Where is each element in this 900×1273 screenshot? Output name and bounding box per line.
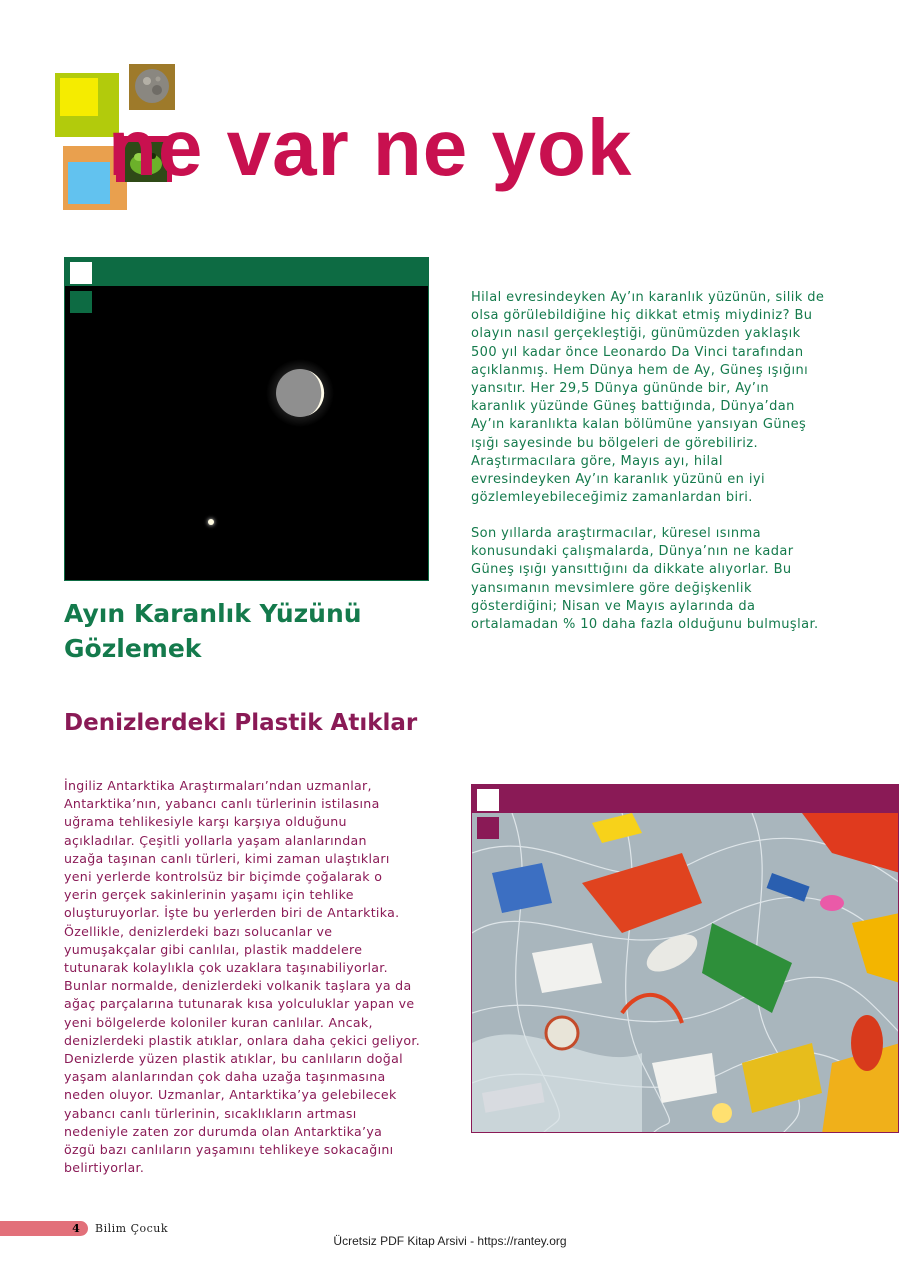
text-line: olsa görülebildiğine hiç dikkat etmiş miydiniz? Bu [471,308,813,324]
logo-square-blue [68,162,110,204]
text-line: 500 yıl kadar önce Leonardo Da Vinci tarafından [471,344,804,360]
text-line: yabancı canlı türlerinin, sıcaklıkların artması [64,1105,357,1121]
moon-article-heading [64,596,362,666]
text-line: ışığı sayesinde bu bölgeleri de görebiliriz. [471,435,759,451]
plastic-article-heading: Denizlerdeki Plastik Atıklar [64,710,418,736]
magazine-name: Bilim Çocuk [95,1222,169,1235]
moon-paragraph-1 [471,289,824,507]
text-line: belirtiyorlar. [64,1160,145,1176]
text-line: olayın nasıl gerçekleştiği, günümüzden yaklaşık [471,326,801,342]
moon-paragraph-2 [471,525,819,634]
moon-heading-line1: Ayın Karanlık Yüzünü [64,599,362,628]
text-line: Güneş ışığı yansıttığını da dikkate alıyorlar. Bu [471,562,792,578]
plastic-debris-illustration [472,813,899,1133]
text-line: Araştırmacılara göre, Mayıs ayı, hilal [471,453,723,469]
text-line: ortalamadan % 10 daha fazla olduğunu bulmuşlar. [471,617,819,633]
text-line: ağaç parçalarına tutunarak kısa yolculuklar yapan ve [64,996,415,1012]
photo-header-bar [65,258,428,286]
venus-star [208,519,214,525]
text-line: Bunlar normalde, denizlerdeki volkanik taşlara ya da [64,978,412,994]
text-line: Hilal evresindeyken Ay’ın karanlık yüzünün, silik de [471,290,825,305]
moon-heading-line2: Gözlemek [64,634,202,663]
text-line: Ay’ın karanlıkta kalan bölümüne yansıyan Güneş [471,417,807,433]
text-line: yansıtır. Her 29,5 Dünya gününde bir, Ay’ın [471,381,769,397]
text-line: karanlık yüzünde Güneş battığında, Dünya’dan [471,399,795,415]
text-line: özgü bazı canlıların yaşamını tehlikeye sokacağını [64,1142,394,1158]
text-line: uğrama tehlikesiyle karşı karşıya olduğunu [64,814,347,830]
text-line: nedeniyle zaten zor durumda olan Antarktika’ya [64,1123,383,1139]
text-line: uzağa taşınan canlı türleri, kimi zaman ulaştıkları [64,850,390,866]
text-line: Antarktika’nın, yabancı canlı türlerinin istilasına [64,796,380,812]
text-line: açıklanmış. Hem Dünya hem de Ay, Güneş ışığını [471,362,809,378]
plastic-debris-photo [471,784,899,1133]
text-line: gözlemleyebileceğimiz zamanlardan biri. [471,490,753,506]
text-line: yansımanın mevsimlere göre değişkenlik [471,580,752,596]
logo-square-yellow [60,78,98,116]
text-line: oluşturuyorlar. İşte bu yerlerden biri de Antarktika. [64,905,400,921]
watermark-text: Ücretsiz PDF Kitap Arsivi - https://rantey.org [333,1234,567,1248]
moon-photo [64,257,429,581]
text-line: Denizlerde yüzen plastik atıklar, bu canlıların doğal [64,1051,403,1067]
plastic-paragraph [64,777,420,1177]
bar-square-white [70,262,92,284]
photo-header-bar [472,785,898,813]
bar-square-maroon [477,817,499,839]
text-line: neden oluyor. Uzmanlar, Antarktika’ya gelebilecek [64,1087,397,1103]
page-title: ne var ne yok [108,103,633,192]
text-line: konusundaki çalışmalarda, Dünya’nın ne kadar [471,544,794,560]
text-line: yaşam alanlarından çok daha uzağa taşınmasına [64,1069,386,1085]
text-line: Özellikle, denizlerdeki bazı solucanlar ve [64,923,333,939]
text-line: evresindeyken Ay’ın karanlık yüzünü en iyi [471,472,765,488]
text-line: yeni yerlerde kontrolsüz bir biçimde çoğalarak o [64,869,383,885]
text-line: yumuşakçalar gibi canlılaı, plastik maddelere [64,941,363,957]
bar-square-white [477,789,499,811]
page-number: 4 [72,1222,80,1235]
text-line: Son yıllarda araştırmacılar, küresel ısınma [471,526,761,541]
bar-square-green [70,291,92,313]
text-line: yerin gerçek sakinlerinin yaşamı için tehlike [64,887,354,903]
moon-thumbnail-icon [134,68,170,104]
text-line: gösterdiğini; Nisan ve Mayıs aylarında da [471,598,756,614]
text-line: tutunarak kolaylıkla çok uzaklara taşınabiliyorlar. [64,960,388,976]
text-line: denizlerdeki plastik atıklar, onlara daha çekici geliyor. [64,1032,421,1048]
crescent-moon-icon [265,358,335,428]
text-line: açıkladılar. Çeşitli yollarla yaşam alanlarından [64,832,367,848]
text-line: yeni bölgelerde koloniler kuran canlılar. Ancak, [64,1014,373,1030]
text-line: İngiliz Antarktika Araştırmaları’ndan uzmanlar, [64,778,372,793]
